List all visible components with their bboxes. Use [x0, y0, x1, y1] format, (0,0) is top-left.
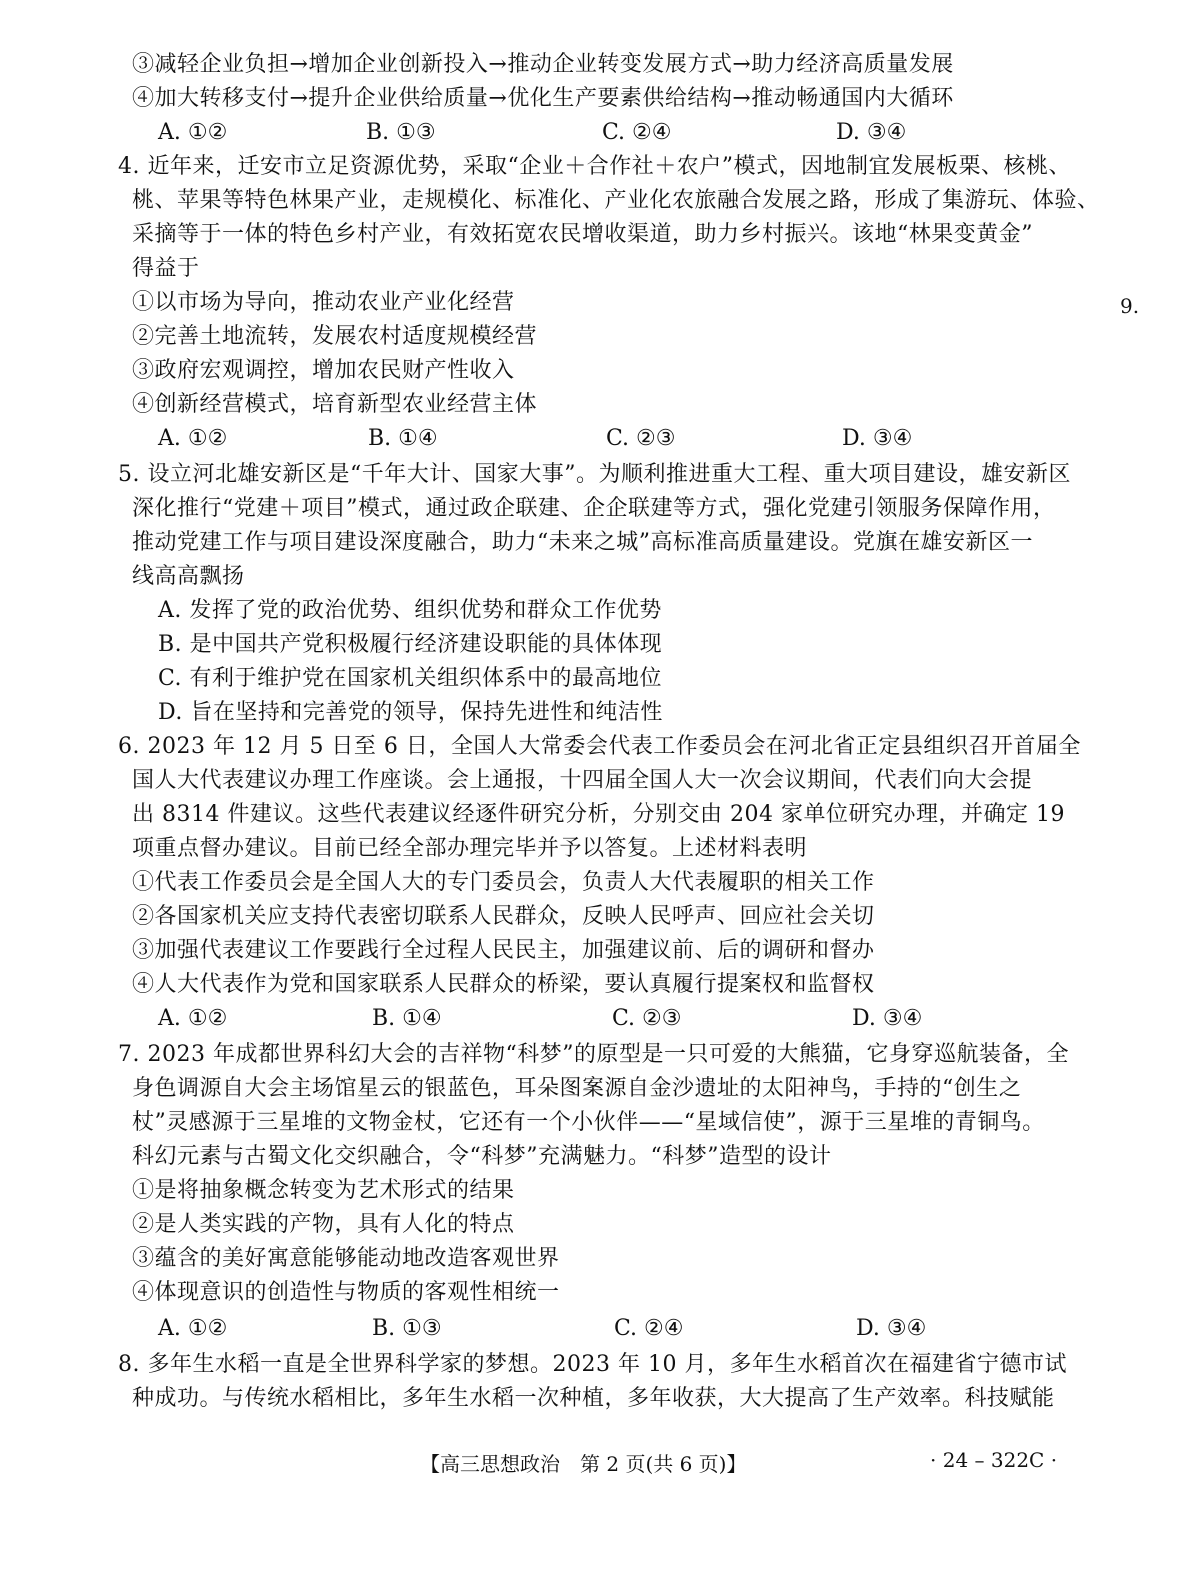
q7-stem-line: 杖”灵感源于三星堆的文物金杖，它还有一个小伙伴——“星域信使”，源于三星堆的青铜鸟。	[132, 1110, 1045, 1135]
page-footer-title: 【高三思想政治 第 2 页(共 6 页)】	[420, 1452, 747, 1476]
q6-option-d: D. ③④	[852, 1006, 923, 1031]
q3-option-d: D. ③④	[836, 120, 907, 145]
q3-item-4: ④加大转移支付→提升企业供给质量→优化生产要素供给结构→推动畅通国内大循环	[132, 86, 954, 111]
q3-item-3: ③减轻企业负担→增加企业创新投入→推动企业转变发展方式→助力经济高质量发展	[132, 52, 954, 77]
q6-stem-line: 国人大代表建议办理工作座谈。会上通报，十四届全国人大一次会议期间，代表们向大会提	[132, 768, 1033, 793]
side-question-number: 9.	[1120, 294, 1140, 318]
q5-stem-line: 线高高飘扬	[132, 564, 245, 589]
q4-stem-line: 桃、苹果等特色林果产业，走规模化、标准化、产业化农旅融合发展之路，形成了集游玩、体验、	[132, 188, 1100, 213]
q6-option-a: A. ①②	[158, 1006, 228, 1031]
q6-stem-line: 6. 2023 年 12 月 5 日至 6 日，全国人大常委会代表工作委员会在河北省正定县组织召开首届全	[118, 734, 1081, 759]
q6-item: ③加强代表建议工作要践行全过程人民民主，加强建议前、后的调研和督办	[132, 938, 875, 963]
q4-stem-line: 得益于	[132, 256, 200, 281]
q8-stem-line: 8. 多年生水稻一直是全世界科学家的梦想。2023 年 10 月，多年生水稻首次在福建省宁德市试	[118, 1352, 1067, 1377]
q5-stem-line: 5. 设立河北雄安新区是“千年大计、国家大事”。为顺利推进重大工程、重大项目建设，雄安新区	[118, 462, 1071, 487]
q6-item: ①代表工作委员会是全国人大的专门委员会，负责人大代表履职的相关工作	[132, 870, 875, 895]
q4-stem-line: 采摘等于一体的特色乡村产业，有效拓宽农民增收渠道，助力乡村振兴。该地“林果变黄金”	[132, 222, 1033, 247]
q8-stem-line: 种成功。与传统水稻相比，多年生水稻一次种植，多年收获，大大提高了生产效率。科技赋能	[132, 1386, 1055, 1411]
q7-stem-line: 身色调源自大会主场馆星云的银蓝色，耳朵图案源自金沙遗址的太阳神鸟，手持的“创生之	[132, 1076, 1022, 1101]
q6-item: ②各国家机关应支持代表密切联系人民群众，反映人民呼声、回应社会关切	[132, 904, 875, 929]
page-footer-code: · 24 – 322C ·	[930, 1448, 1058, 1472]
q5-option-a: A. 发挥了党的政治优势、组织优势和群众工作优势	[158, 598, 662, 623]
q7-stem-line: 7. 2023 年成都世界科幻大会的吉祥物“科梦”的原型是一只可爱的大熊猫，它身穿巡航装备，全	[118, 1042, 1069, 1067]
q7-option-a: A. ①②	[158, 1316, 228, 1341]
q7-item: ④体现意识的创造性与物质的客观性相统一	[132, 1280, 560, 1305]
q6-stem-line: 出 8314 件建议。这些代表建议经逐件研究分析，分别交由 204 家单位研究办理，并确定 19	[132, 802, 1065, 827]
q5-option-d: D. 旨在坚持和完善党的领导，保持先进性和纯洁性	[158, 700, 663, 725]
q5-option-c: C. 有利于维护党在国家机关组织体系中的最高地位	[158, 666, 663, 691]
q6-option-b: B. ①④	[372, 1006, 442, 1031]
q4-stem-line: 4. 近年来，迁安市立足资源优势，采取“企业＋合作社＋农户”模式，因地制宜发展板栗、核桃、	[118, 154, 1071, 179]
q4-item: ①以市场为导向，推动农业产业化经营	[132, 290, 515, 315]
q4-item: ②完善土地流转，发展农村适度规模经营	[132, 324, 538, 349]
q7-option-b: B. ①③	[372, 1316, 442, 1341]
q4-item: ④创新经营模式，培育新型农业经营主体	[132, 392, 538, 417]
q3-option-b: B. ①③	[366, 120, 436, 145]
q5-stem-line: 推动党建工作与项目建设深度融合，助力“未来之城”高标准高质量建设。党旗在雄安新区一	[132, 530, 1033, 555]
q6-item: ④人大代表作为党和国家联系人民群众的桥梁，要认真履行提案权和监督权	[132, 972, 875, 997]
q4-option-d: D. ③④	[842, 426, 913, 451]
q5-stem-line: 深化推行“党建＋项目”模式，通过政企联建、企企联建等方式，强化党建引领服务保障作用，	[132, 496, 1056, 521]
q7-item: ③蕴含的美好寓意能够能动地改造客观世界	[132, 1246, 560, 1271]
q4-option-a: A. ①②	[158, 426, 228, 451]
q7-option-c: C. ②④	[614, 1316, 684, 1341]
q7-option-d: D. ③④	[856, 1316, 927, 1341]
q3-option-a: A. ①②	[158, 120, 228, 145]
q7-item: ②是人类实践的产物，具有人化的特点	[132, 1212, 515, 1237]
q6-option-c: C. ②③	[612, 1006, 682, 1031]
q4-option-b: B. ①④	[368, 426, 438, 451]
q7-stem-line: 科幻元素与古蜀文化交织融合，令“科梦”充满魅力。“科梦”造型的设计	[132, 1144, 832, 1169]
q7-item: ①是将抽象概念转变为艺术形式的结果	[132, 1178, 515, 1203]
q5-option-b: B. 是中国共产党积极履行经济建设职能的具体体现	[158, 632, 663, 657]
q3-option-c: C. ②④	[602, 120, 672, 145]
q6-stem-line: 项重点督办建议。目前已经全部办理完毕并予以答复。上述材料表明	[132, 836, 808, 861]
q4-option-c: C. ②③	[606, 426, 676, 451]
q4-item: ③政府宏观调控，增加农民财产性收入	[132, 358, 515, 383]
